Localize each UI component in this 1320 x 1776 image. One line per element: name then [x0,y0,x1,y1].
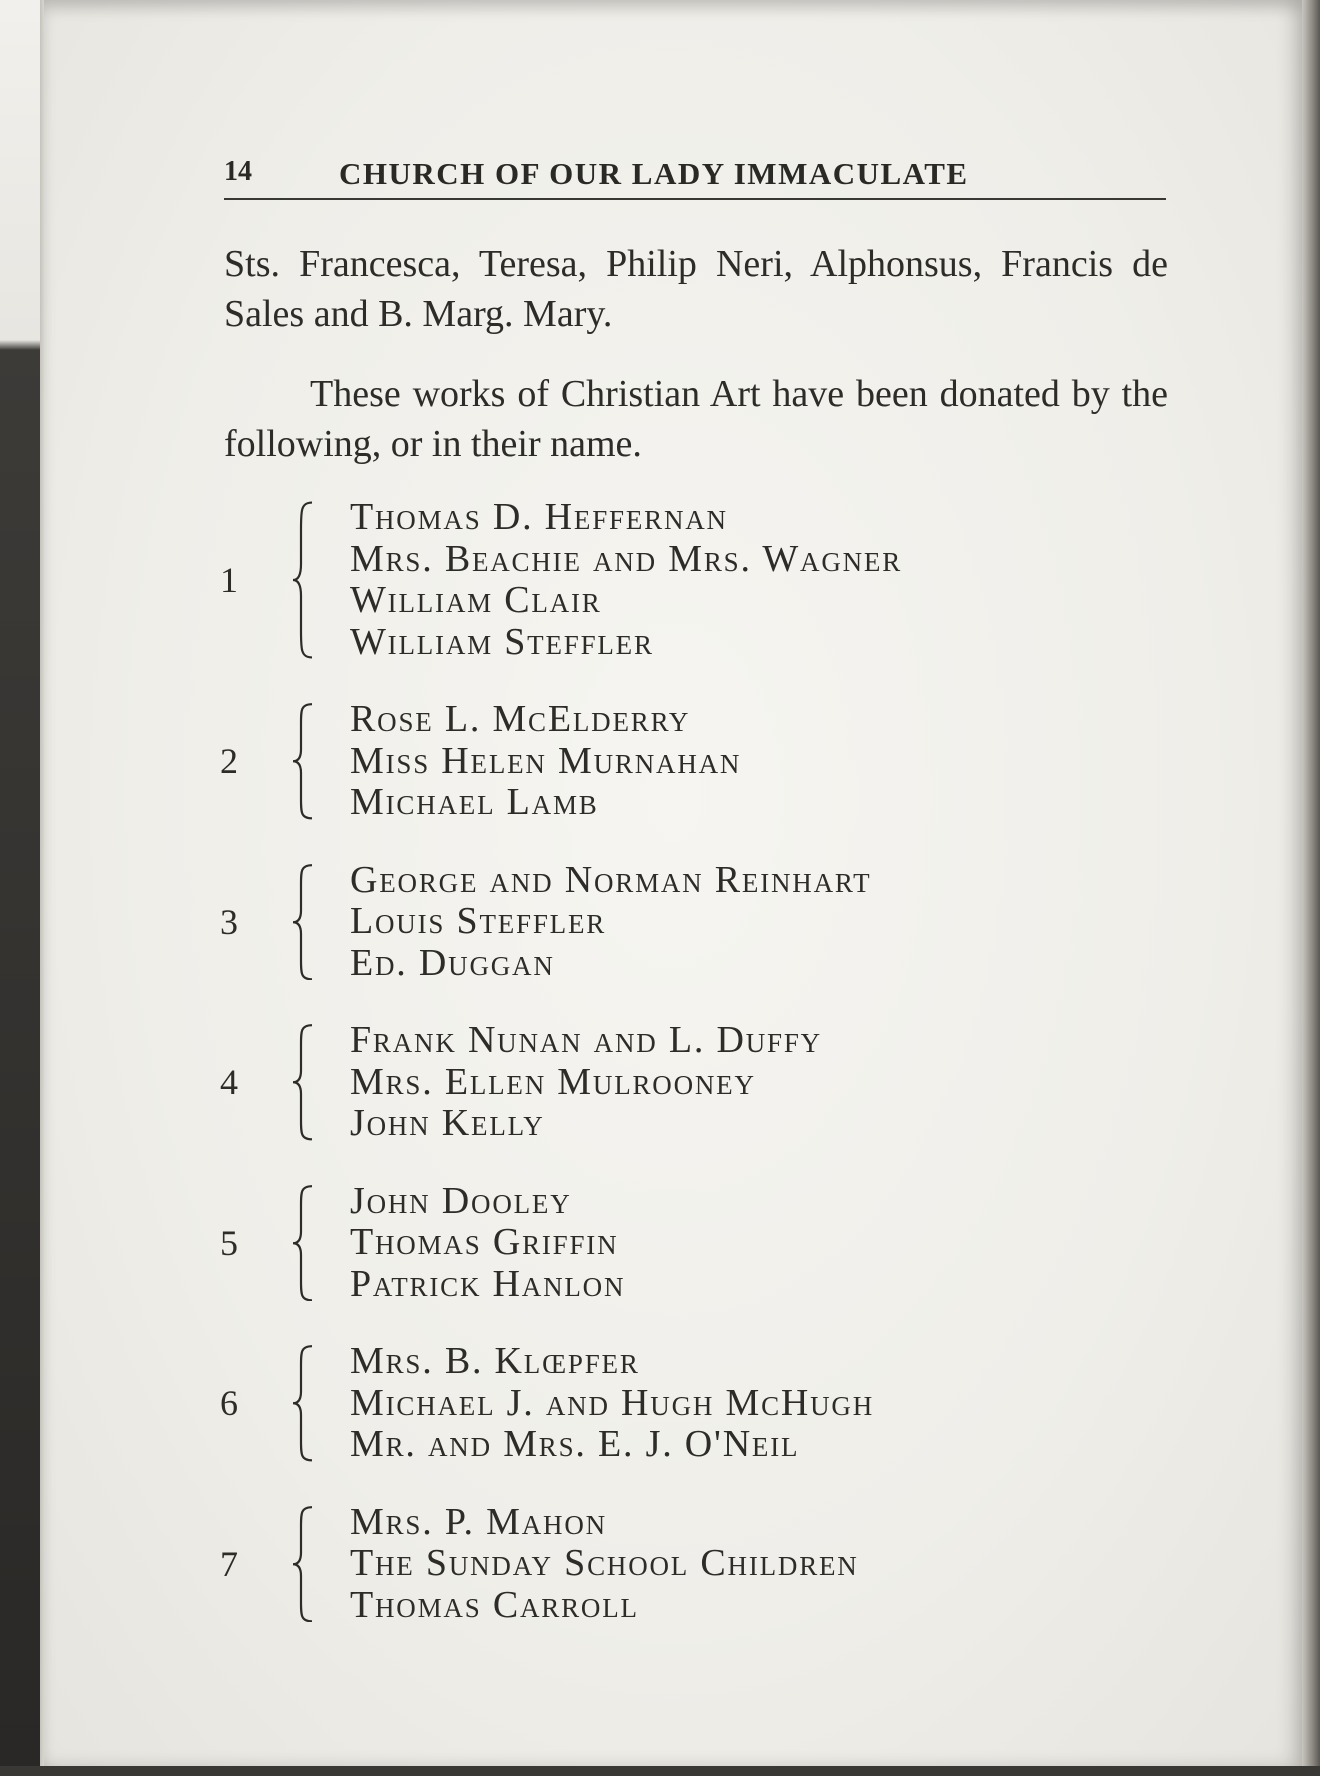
page-bottom-edge [0,1766,1320,1776]
donor-name: Patrick Hanlon [350,1262,626,1305]
donor-names [350,1020,1170,1145]
donor-name: Mrs. Beachie and Mrs. Wagner [350,537,903,580]
donor-name: The Sunday School Children [350,1542,859,1584]
donor-name: Mrs. B. Klœpfer [350,1340,640,1382]
page-number: 14 [224,156,252,187]
page-header [224,150,1166,200]
donor-name: Rose L. McElderry [350,698,691,740]
donor-name: Michael Lamb [350,781,599,823]
brace-icon [292,703,314,820]
donor-names [350,1181,1170,1306]
donor-name: Thomas D. Heffernan [350,496,728,538]
donor-name: George and Norman Reinhart [350,858,872,901]
donor-name: Thomas Carroll [350,1583,639,1626]
donor-group [220,860,1170,985]
donor-names [350,1341,1170,1466]
brace-icon [292,1024,314,1141]
donor-group [220,497,1170,663]
donor-name: Miss Helen Murnahan [350,739,742,782]
donor-names [350,497,1170,663]
donor-name: Frank Nunan and L. Duffy [350,1019,822,1061]
donor-group [220,1502,1170,1627]
donor-name: Mr. and Mrs. E. J. O'Neil [350,1423,800,1465]
group-number: 6 [220,1383,238,1424]
donor-group [220,1181,1170,1306]
brace-icon [292,864,314,981]
brace-icon [292,1506,314,1623]
donor-name: William Steffler [350,620,654,663]
group-number: 7 [220,1543,238,1584]
donor-name: Michael J. and Hugh McHugh [350,1381,875,1424]
group-number: 1 [220,560,238,600]
donor-group [220,1020,1170,1145]
group-number: 4 [220,1062,238,1103]
donor-name: Thomas Griffin [350,1221,619,1263]
page-right-edge [1302,0,1320,1776]
scan-left-strip [0,0,40,1776]
donor-name: Mrs. Ellen Mulrooney [350,1060,756,1103]
group-number: 5 [220,1222,238,1263]
group-number: 2 [220,741,238,782]
donation-intro-paragraph: These works of Christian Art have been donated by the following, or in their name. [224,373,1168,465]
group-number: 3 [220,901,238,942]
saints-paragraph: Sts. Francesca, Teresa, Philip Neri, Alphonsus, Francis de Sales and B. Marg. Mary. [224,243,1168,335]
donor-name: John Kelly [350,1102,545,1144]
donor-name: Ed. Duggan [350,941,555,984]
brace-icon [292,1345,314,1462]
donor-name: Louis Steffler [350,900,607,942]
donor-names [350,699,1170,824]
donor-names [350,1502,1170,1627]
donor-group [220,1341,1170,1466]
donor-name: William Clair [350,579,602,621]
donor-name: John Dooley [350,1179,572,1222]
brace-icon [292,1185,314,1302]
running-title: CHURCH OF OUR LADY IMMACULATE [339,156,969,191]
brace-icon [292,501,314,659]
donor-groups [220,497,1170,1662]
donor-group [220,699,1170,824]
donor-name: Mrs. P. Mahon [350,1500,607,1543]
donor-names [350,860,1170,985]
